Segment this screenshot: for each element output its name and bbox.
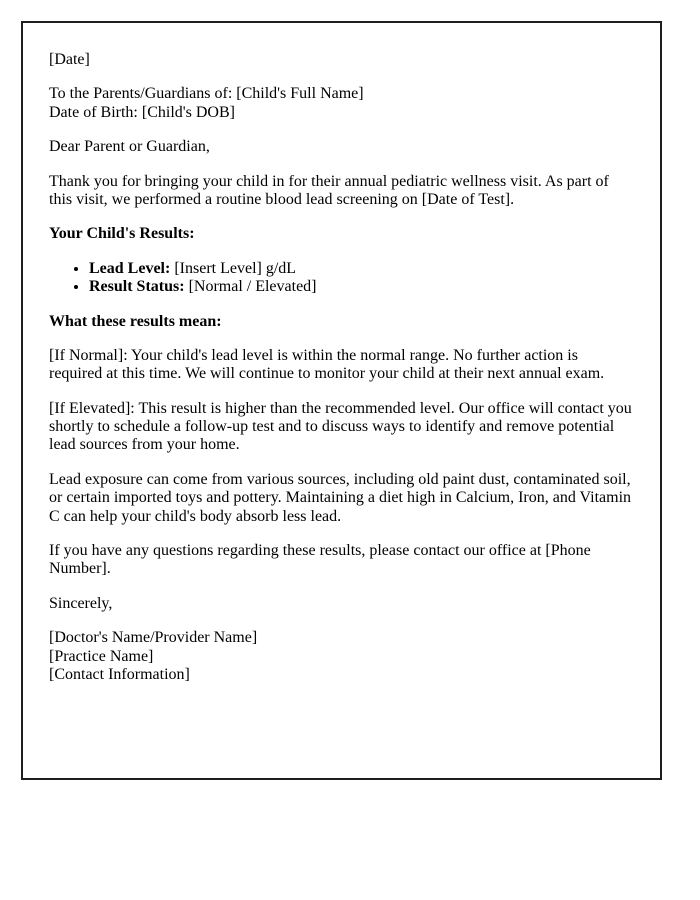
results-heading: Your Child's Results:	[49, 225, 195, 243]
intro-paragraph: Thank you for bringing your child in for their annual pediatric wellness visit. As part of this visit, we performed a routine blood lead screening on [Date of Test].	[49, 172, 609, 208]
results-list	[49, 260, 634, 297]
result-item-lead-level	[89, 260, 634, 278]
salutation: Dear Parent or Guardian,	[49, 138, 210, 156]
result-status-value: [Normal / Elevated]	[184, 278, 317, 296]
recipient-dob-line: Date of Birth: [Child's DOB]	[49, 103, 235, 121]
meaning-heading: What these results mean:	[49, 312, 222, 330]
questions-paragraph: If you have any questions regarding these results, please contact our office at [Phone Number].	[49, 542, 591, 578]
signature-block	[49, 629, 634, 684]
signature-practice-name: [Practice Name]	[49, 647, 154, 665]
lead-level-label: Lead Level:	[89, 259, 171, 277]
signature-contact-info: [Contact Information]	[49, 665, 190, 683]
recipient-block	[49, 85, 634, 122]
result-status-label: Result Status:	[89, 278, 185, 296]
lead-level-value: [Insert Level] g/dL	[170, 259, 297, 277]
if-elevated-paragraph: [If Elevated]: This result is higher than the recommended level. Our office will contact you shortly to schedule a follow-up test and to discuss ways to identify and remove potential lead sources from your home.	[49, 399, 632, 454]
exposure-info-paragraph: Lead exposure can come from various sources, including old paint dust, contaminated soil, or certain imported toys and pottery. Maintaining a diet high in Calcium, Iron, and Vitamin C can help your child's body absorb less lead.	[49, 470, 632, 525]
letter-document	[21, 21, 662, 780]
closing-line: Sincerely,	[49, 594, 113, 612]
recipient-to-line: To the Parents/Guardians of: [Child's Full Name]	[49, 85, 364, 103]
signature-provider-name: [Doctor's Name/Provider Name]	[49, 629, 258, 647]
if-normal-paragraph: [If Normal]: Your child's lead level is within the normal range. No further action is required at this time. We will continue to monitor your child at their next annual exam.	[49, 346, 605, 383]
result-item-status	[89, 278, 634, 296]
date-line: [Date]	[49, 51, 90, 68]
